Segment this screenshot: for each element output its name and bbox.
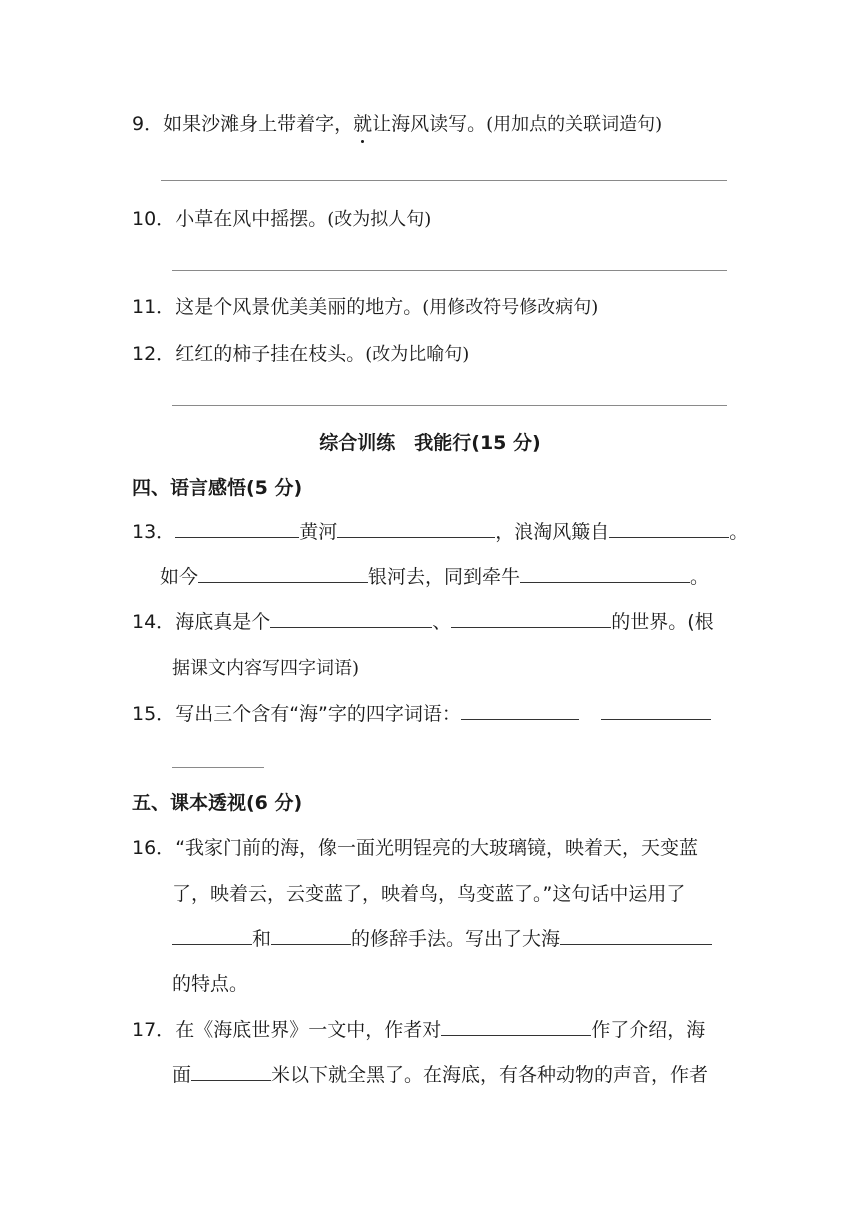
question-text: 面 xyxy=(172,1064,192,1086)
fill-blank[interactable] xyxy=(271,926,351,945)
question-11 xyxy=(132,294,598,321)
question-number: 13． xyxy=(132,521,176,543)
question-text: 这是个风景优美美丽的地方。 xyxy=(175,296,423,318)
part-5-heading: 五、课本透视(6 分) xyxy=(132,792,303,814)
question-17-line-2 xyxy=(172,1062,708,1088)
question-text: 写出三个含有“海”字的四字词语： xyxy=(175,703,461,725)
question-instruction: 据课文内容写四字词语) xyxy=(172,658,360,679)
question-16-line-2 xyxy=(172,881,685,907)
fill-blank[interactable] xyxy=(461,701,579,720)
fill-blank[interactable] xyxy=(609,519,729,538)
question-number: 12． xyxy=(132,343,176,365)
fill-blank[interactable] xyxy=(270,609,432,628)
fill-blank[interactable] xyxy=(520,564,690,583)
section-title: 综合训练 我能行(15 分) xyxy=(319,432,541,454)
question-text: “我家门前的海，像一面光明锃亮的大玻璃镜，映着天，天变蓝 xyxy=(175,837,699,859)
question-text: 在《海底世界》一文中，作者对 xyxy=(175,1019,442,1041)
fill-blank[interactable] xyxy=(172,926,252,945)
question-text: 。 xyxy=(729,521,749,543)
question-text: 米以下就全黑了。在海底，有各种动物的声音，作者 xyxy=(271,1064,709,1086)
question-text: 小草在风中摇摆。 xyxy=(175,208,328,230)
question-number: 9． xyxy=(132,113,164,135)
question-13 xyxy=(132,519,748,545)
question-text: 让海风读写。 xyxy=(372,113,487,135)
question-text: 和 xyxy=(252,928,272,950)
question-instruction: (改为比喻句) xyxy=(365,344,470,365)
answer-line[interactable] xyxy=(172,767,264,768)
question-14-line-2 xyxy=(172,655,359,682)
question-16 xyxy=(132,835,698,861)
question-text: 黄河 xyxy=(299,521,338,543)
question-text: 、 xyxy=(432,611,452,633)
question-15 xyxy=(132,701,711,727)
fill-blank[interactable] xyxy=(601,701,711,720)
fill-blank[interactable] xyxy=(191,1062,271,1081)
fill-blank[interactable] xyxy=(451,609,611,628)
question-16-line-3 xyxy=(172,926,712,952)
question-13-line-2 xyxy=(160,564,709,590)
answer-line[interactable] xyxy=(172,270,727,271)
question-instruction: (用加点的关联词造句) xyxy=(486,114,663,135)
question-number: 14． xyxy=(132,611,176,633)
question-text: 了，映着云，云变蓝了，映着鸟，鸟变蓝了。”这句话中运用了 xyxy=(172,883,686,905)
question-text: 。 xyxy=(690,566,710,588)
emphasis-dot-char: 就 xyxy=(353,113,373,135)
question-16-line-4 xyxy=(172,971,248,997)
fill-blank[interactable] xyxy=(198,564,368,583)
question-instruction: (改为拟人句) xyxy=(327,209,432,230)
question-text: ，浪淘风簸自 xyxy=(495,521,610,543)
question-text: 红红的柿子挂在枝头。 xyxy=(175,343,366,365)
fill-blank[interactable] xyxy=(441,1017,591,1036)
question-number: 16． xyxy=(132,837,176,859)
question-text: 如果沙滩身上带着字， xyxy=(163,113,354,135)
question-12 xyxy=(132,341,469,368)
fill-blank[interactable] xyxy=(337,519,495,538)
question-number: 17． xyxy=(132,1019,176,1041)
answer-line[interactable] xyxy=(161,180,727,181)
answer-line[interactable] xyxy=(172,405,727,406)
question-14 xyxy=(132,609,714,635)
part-4-heading: 四、语言感悟(5 分) xyxy=(132,477,303,499)
fill-blank[interactable] xyxy=(175,519,299,538)
question-text: 的世界。(根 xyxy=(611,611,714,633)
question-number: 11． xyxy=(132,296,176,318)
question-number: 10． xyxy=(132,208,176,230)
question-17 xyxy=(132,1017,705,1043)
question-text: 作了介绍，海 xyxy=(591,1019,706,1041)
question-text: 的修辞手法。写出了大海 xyxy=(351,928,561,950)
question-text: 海底真是个 xyxy=(175,611,271,633)
question-10 xyxy=(132,206,431,233)
question-text: 银河去，同到牵牛 xyxy=(368,566,521,588)
question-instruction: (用修改符号修改病句) xyxy=(422,297,599,318)
question-text: 的特点。 xyxy=(172,973,249,995)
question-number: 15． xyxy=(132,703,176,725)
fill-blank[interactable] xyxy=(560,926,712,945)
question-text: 如今 xyxy=(160,566,199,588)
question-9 xyxy=(132,111,662,138)
